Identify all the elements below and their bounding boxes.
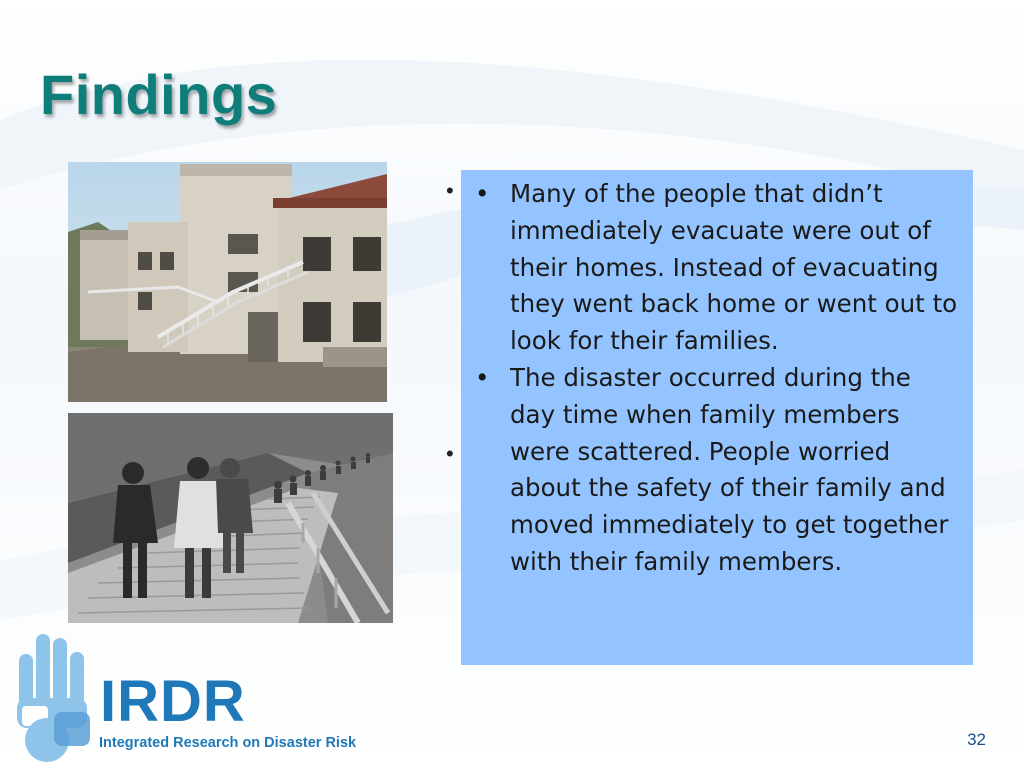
logo-wordmark: IRDR — [100, 669, 246, 734]
photo-damaged-building — [68, 162, 387, 402]
findings-bullet-list — [475, 176, 963, 581]
logo-subtitle: Integrated Research on Disaster Risk — [99, 735, 357, 751]
photo-people-climbing-stairs — [68, 413, 393, 623]
placeholder-bullet: • — [446, 441, 454, 466]
bullet-text: The disaster occurred during the day time when family members were scattered. People worried about the safety of their family and moved immediately to get together with their family members. — [510, 362, 949, 576]
page-number: 32 — [967, 730, 986, 749]
findings-text-box — [461, 170, 973, 665]
slide-title: Findings — [40, 63, 278, 126]
placeholder-bullet: • — [446, 178, 454, 203]
bullet-marker: • — [475, 179, 490, 208]
bullet-text: Many of the people that didn’t immediately evacuate were out of their homes. Instead of evacuating they went back home or went out to look for their families. — [510, 179, 958, 356]
bullet-item — [475, 176, 963, 360]
bullet-marker: • — [475, 362, 490, 392]
bullet-item — [475, 360, 963, 581]
